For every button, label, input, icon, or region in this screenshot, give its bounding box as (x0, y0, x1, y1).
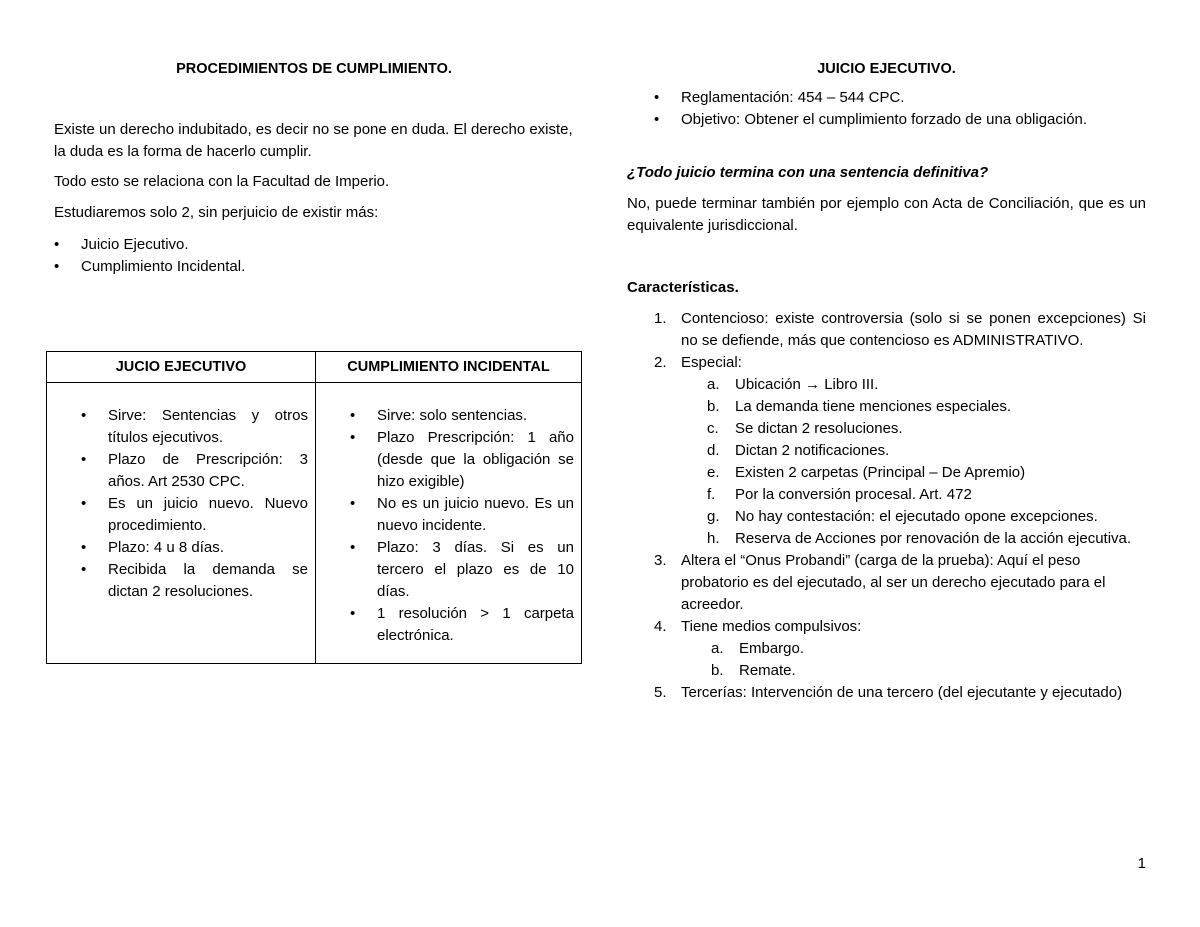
list-item: • Cumplimiento Incidental. (54, 256, 574, 278)
table-cell-juicio (47, 383, 316, 664)
list-item: a. Embargo. (711, 640, 805, 657)
question-text: ¿Todo juicio termina con una sentencia definitiva? (627, 164, 989, 181)
list-item: b. Remate. (711, 662, 796, 679)
list-item: f. Por la conversión procesal. Art. 472 (707, 486, 972, 503)
imperio-paragraph: Todo esto se relaciona con la Facultad de Imperio. (54, 173, 390, 190)
characteristics-title: Características. (627, 279, 739, 296)
list-item: • Sirve: solo sentencias. (350, 405, 574, 427)
list-item: 1. Contencioso: existe controversia (solo si se ponen excepciones) Si no se defiende, más que contencioso es ADMINISTRATIVO. (654, 310, 1146, 349)
list-item: • Plazo Prescripción: 1 año (desde que la obligación se hizo exigible) (350, 427, 574, 493)
right-column (627, 58, 1146, 704)
list-item: • Sirve: Sentencias y otros títulos ejecutivos. (81, 405, 308, 449)
answer-text: No, puede terminar también por ejemplo con Acta de Conciliación, que es un equivalente jurisdiccional. (627, 195, 1146, 234)
list-item: g. No hay contestación: el ejecutado opone excepciones. (707, 508, 1098, 525)
left-column (54, 58, 574, 278)
list-item: h. Reserva de Acciones por renovación de la acción ejecutiva. (707, 530, 1132, 547)
table-header-juicio: JUCIO EJECUTIVO (47, 352, 316, 383)
juicio-bullets (627, 87, 1146, 131)
list-item: • 1 resolución > 1 carpeta electrónica. (350, 603, 574, 647)
list-item: 3. Altera el “Onus Probandi” (carga de la prueba): Aquí el peso probatorio es del ejecutado, al ser un derecho ejecutado para el acreedor. (654, 552, 1106, 613)
list-item: 2. Especial: (654, 354, 742, 371)
procedures-list (54, 234, 574, 278)
left-title: PROCEDIMIENTOS DE CUMPLIMIENTO. (176, 61, 452, 77)
comparison-table (46, 351, 582, 664)
list-item: • Recibida la demanda se dictan 2 resoluciones. (81, 559, 308, 603)
list-item: • Objetivo: Obtener el cumplimiento forzado de una obligación. (654, 109, 1146, 131)
list-item: • Reglamentación: 454 – 544 CPC. (654, 87, 1146, 109)
list-item: • Es un juicio nuevo. Nuevo procedimiento. (81, 493, 308, 537)
list-item: c. Se dictan 2 resoluciones. (707, 420, 903, 437)
table-cell-incidental (316, 383, 582, 664)
list-item: e. Existen 2 carpetas (Principal – De Apremio) (707, 464, 1026, 481)
right-title: JUICIO EJECUTIVO. (817, 61, 956, 77)
intro-paragraph: Existe un derecho indubitado, es decir no se pone en duda. El derecho existe, la duda es la forma de hacerlo cumplir. (54, 121, 573, 160)
characteristics-list (627, 308, 1146, 704)
list-item: 5. Tercerías: Intervención de una tercero (del ejecutante y ejecutado) (654, 684, 1123, 701)
list-item: • Juicio Ejecutivo. (54, 234, 574, 256)
list-item: 4. Tiene medios compulsivos: (654, 618, 862, 635)
list-item: • Plazo de Prescripción: 3 años. Art 2530 CPC. (81, 449, 308, 493)
estudiaremos-paragraph: Estudiaremos solo 2, sin perjuicio de existir más: (54, 204, 379, 221)
list-item: • Plazo: 4 u 8 días. (81, 537, 308, 559)
page-number: 1 (1137, 855, 1146, 872)
list-item: d. Dictan 2 notificaciones. (707, 442, 890, 459)
list-item: b. La demanda tiene menciones especiales. (707, 398, 1012, 415)
list-item: • No es un juicio nuevo. Es un nuevo incidente. (350, 493, 574, 537)
list-item: a. Ubicación → Libro III. (707, 376, 879, 393)
table-header-incidental: CUMPLIMIENTO INCIDENTAL (316, 352, 582, 383)
list-item: • Plazo: 3 días. Si es un tercero el plazo es de 10 días. (350, 537, 574, 603)
